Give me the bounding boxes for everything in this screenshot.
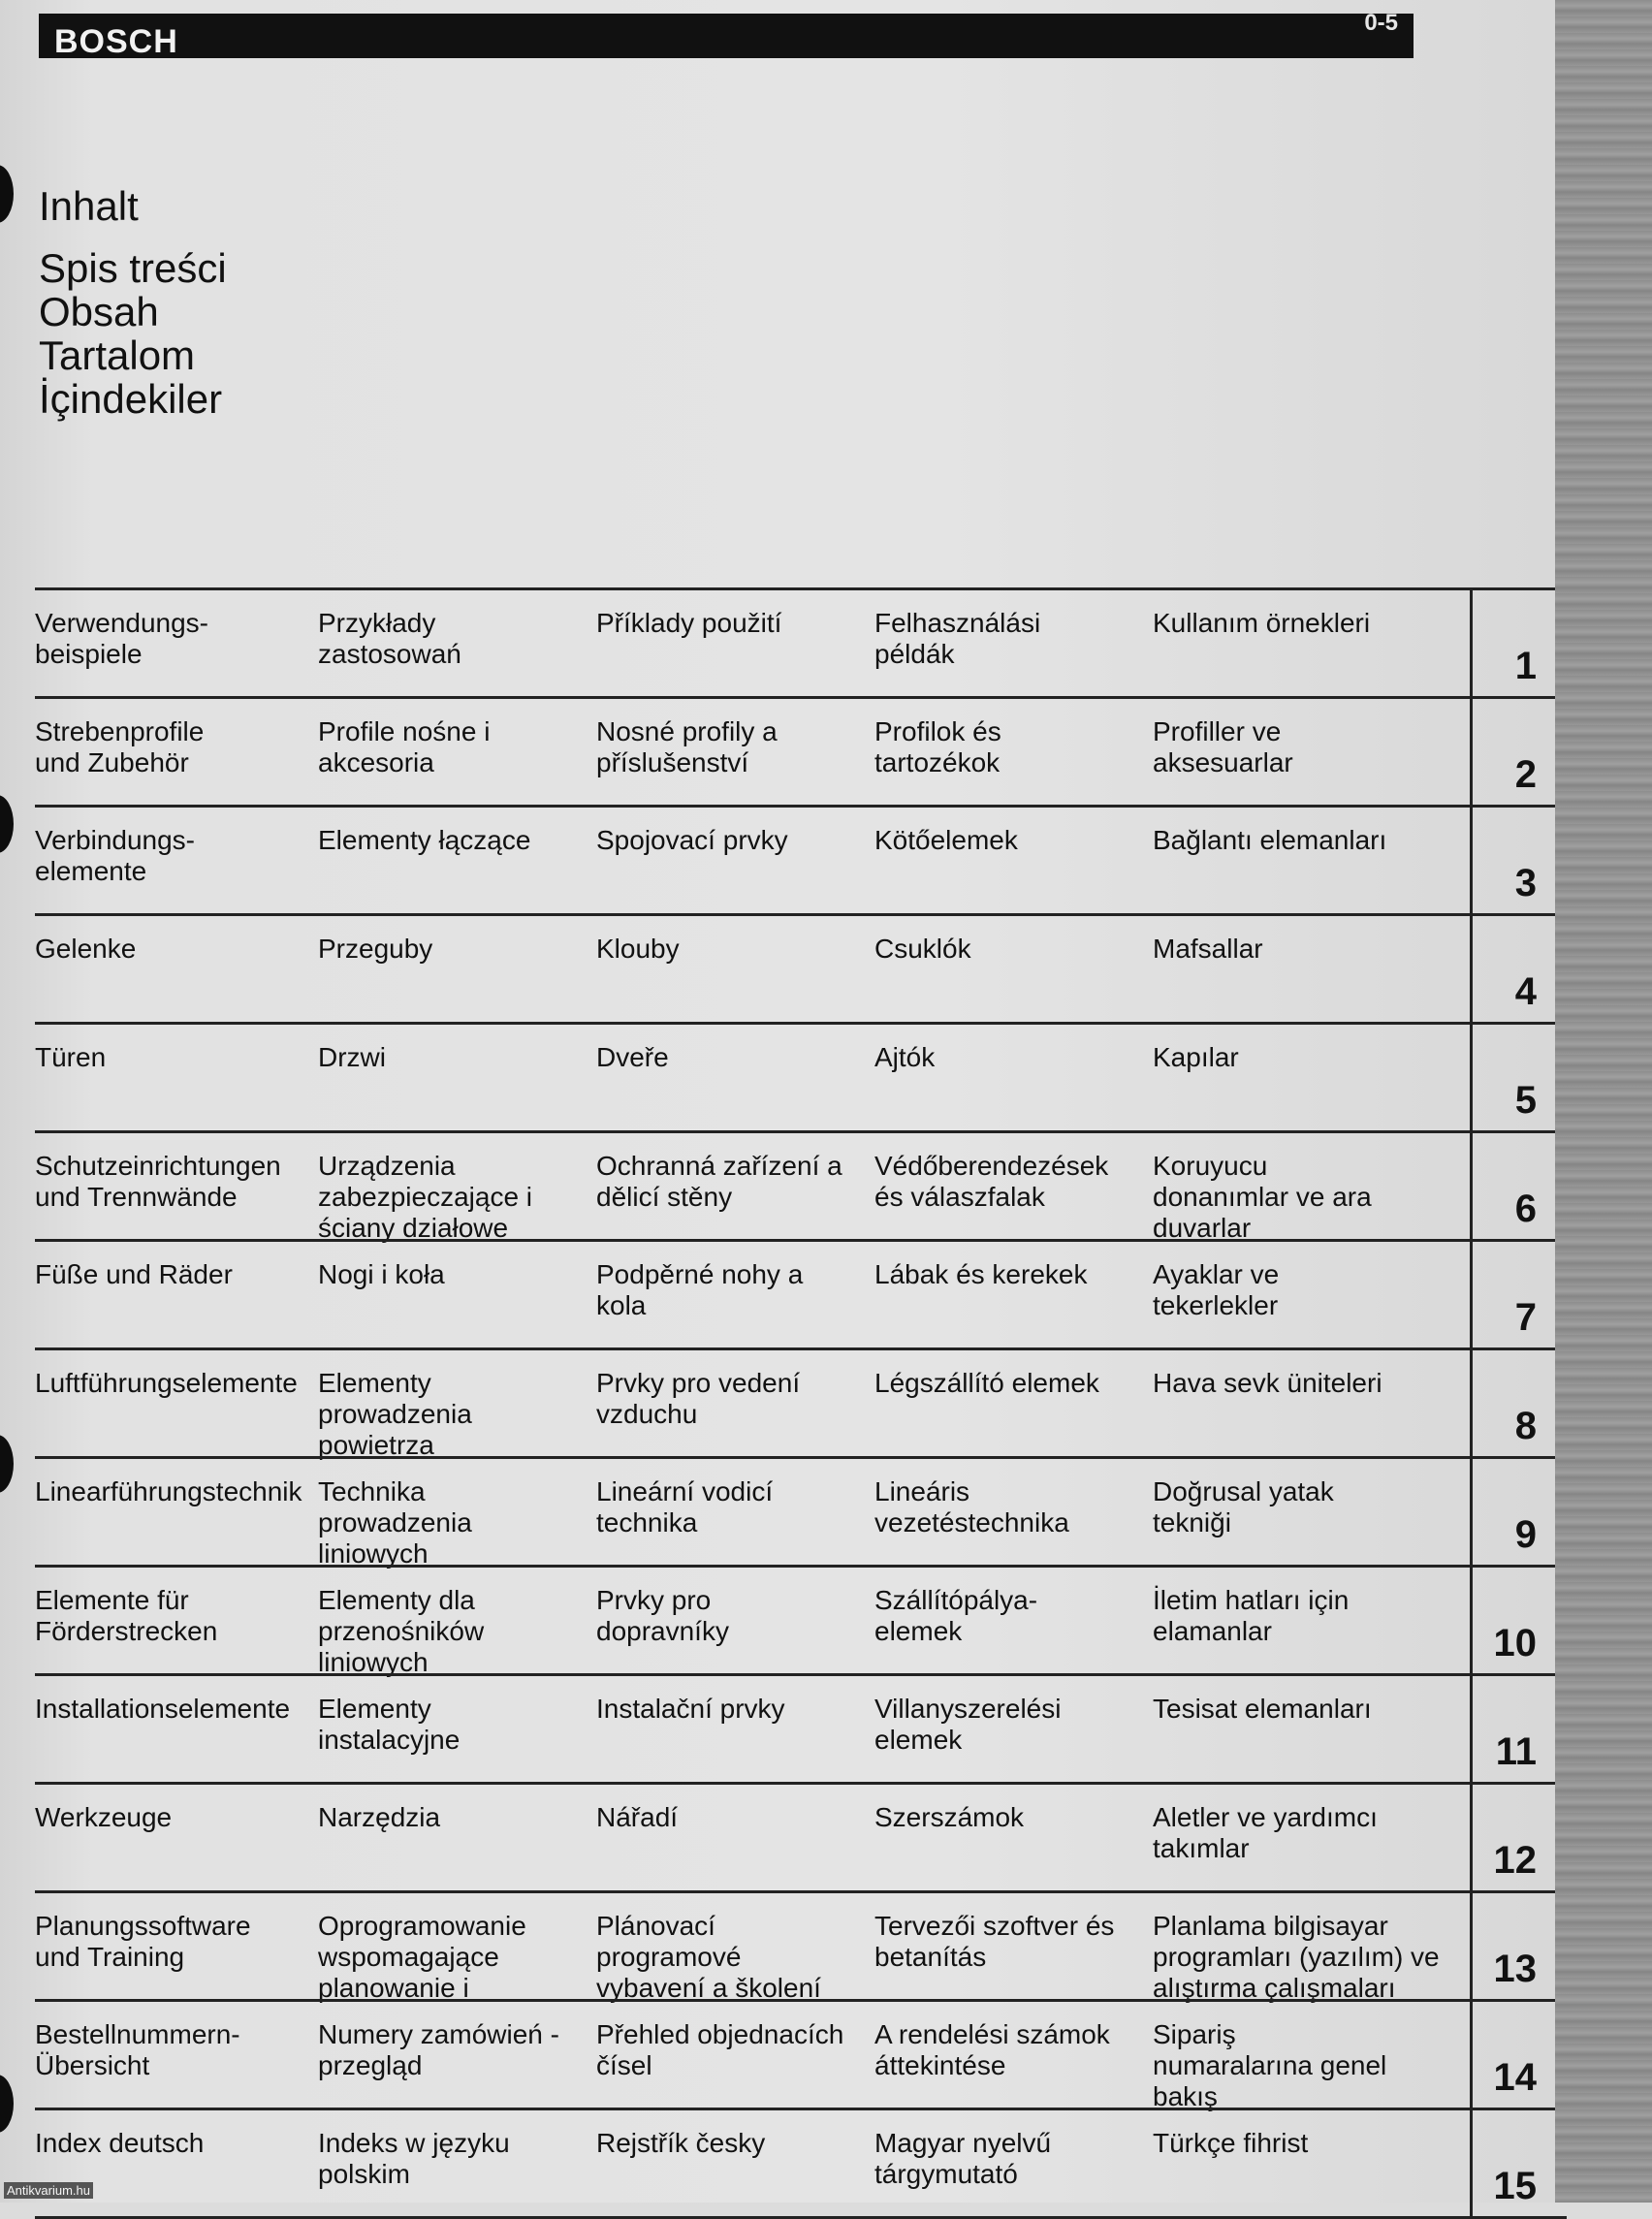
toc-entry-german: Werkzeuge — [35, 1802, 173, 1832]
toc-entry-polish: Profile nośne i akcesoria — [318, 716, 491, 777]
toc-entry-turkish: Hava sevk üniteleri — [1153, 1368, 1382, 1398]
chapter-number: 3 — [1514, 862, 1537, 904]
toc-entry-polish: Narzędzia — [318, 1802, 441, 1832]
toc-row — [35, 1239, 1567, 1347]
toc-entry-turkish: İletim hatları için elamanlar — [1153, 1585, 1350, 1646]
toc-entry-czech: Prvky pro dopravníky — [596, 1585, 729, 1646]
toc-row — [35, 1890, 1567, 2003]
toc-entry-german: Linearführungstechnik — [35, 1476, 302, 1506]
toc-entry-turkish: Aletler ve yardımcı takımlar — [1153, 1802, 1378, 1863]
table-of-contents — [35, 587, 1567, 2219]
toc-entry-german: Strebenprofile und Zubehör — [35, 716, 205, 777]
toc-entry-hungarian: Szerszámok — [874, 1802, 1025, 1832]
page-number: 0-5 — [1364, 10, 1398, 36]
toc-entry-german: Schutzeinrichtungen und Trennwände — [35, 1151, 281, 1212]
toc-entry-czech: Lineární vodicí technika — [596, 1476, 774, 1537]
toc-entry-hungarian: Szállítópálya- elemek — [874, 1585, 1038, 1646]
binder-hole — [0, 1435, 14, 1493]
toc-entry-polish: Drzwi — [318, 1042, 386, 1072]
toc-entry-hungarian: Lábak és kerekek — [874, 1259, 1088, 1289]
toc-entry-turkish: Planlama bilgisayar programları (yazılım) ve alıştırma çalışmaları — [1153, 1911, 1440, 2003]
toc-entry-hungarian: Magyar nyelvű tárgymutató — [874, 2128, 1052, 2189]
toc-entry-german: Füße und Räder — [35, 1259, 233, 1289]
toc-entry-hungarian: Légszállító elemek — [874, 1368, 1099, 1398]
toc-entry-polish: Przykłady zastosowań — [318, 608, 461, 669]
toc-entry-polish: Indeks w języku polskim — [318, 2128, 510, 2189]
toc-entry-turkish: Profiller ve aksesuarlar — [1153, 716, 1293, 777]
toc-entry-turkish: Koruyucu donanımlar ve ara duvarlar — [1153, 1151, 1372, 1243]
toc-entry-turkish: Doğrusal yatak tekniği — [1153, 1476, 1334, 1537]
toc-row — [35, 1782, 1567, 1890]
brand-logo: BOSCH — [54, 23, 178, 60]
toc-entry-turkish: Mafsallar — [1153, 934, 1263, 964]
toc-entry-czech: Prvky pro vedení vzduchu — [596, 1368, 801, 1429]
toc-entry-hungarian: Csuklók — [874, 934, 971, 964]
toc-row — [35, 1130, 1567, 1243]
watermark: Antikvarium.hu — [4, 2182, 93, 2199]
chapter-number: 5 — [1514, 1079, 1537, 1122]
chapter-number: 10 — [1493, 1622, 1537, 1664]
toc-entry-czech: Rejstřík česky — [596, 2128, 766, 2158]
toc-entry-turkish: Tesisat elemanları — [1153, 1694, 1372, 1724]
toc-row — [35, 1456, 1567, 1569]
toc-entry-hungarian: Lineáris vezetéstechnika — [874, 1476, 1069, 1537]
toc-entry-czech: Instalační prvky — [596, 1694, 785, 1724]
chapter-number: 4 — [1514, 970, 1537, 1013]
toc-entry-turkish: Kullanım örnekleri — [1153, 608, 1371, 638]
chapter-number: 11 — [1495, 1730, 1537, 1773]
toc-entry-german: Planungssoftware und Training — [35, 1911, 251, 1972]
chapter-number: 6 — [1514, 1188, 1537, 1230]
title-polish: Spis treści — [39, 245, 227, 291]
toc-entry-german: Index deutsch — [35, 2128, 205, 2158]
toc-entry-polish: Elementy łączące — [318, 825, 531, 855]
page-title: Inhalt — [39, 183, 139, 229]
toc-row — [35, 1565, 1567, 1677]
toc-entry-german: Installationselemente — [35, 1694, 291, 1724]
toc-entry-polish: Nogi i koła — [318, 1259, 445, 1289]
toc-entry-hungarian: Villanyszerelési elemek — [874, 1694, 1062, 1755]
toc-entry-turkish: Türkçe fihrist — [1153, 2128, 1309, 2158]
header-bar — [39, 10, 1414, 60]
toc-row — [35, 1347, 1567, 1460]
toc-entry-german: Elemente für Förderstrecken — [35, 1585, 218, 1646]
toc-row — [35, 696, 1567, 805]
title-block — [39, 182, 227, 421]
toc-entry-czech: Podpěrné nohy a kola — [596, 1259, 804, 1320]
toc-entry-hungarian: Profilok és tartozékok — [874, 716, 1001, 777]
toc-entry-hungarian: Tervezői szoftver és betanítás — [874, 1911, 1115, 1972]
title-turkish: İçindekiler — [39, 376, 223, 422]
toc-row — [35, 913, 1567, 1022]
toc-entry-turkish: Bağlantı elemanları — [1153, 825, 1387, 855]
chapter-number: 13 — [1493, 1948, 1537, 1990]
toc-entry-czech: Plánovací programové vybavení a školení — [596, 1911, 821, 2003]
toc-entry-polish: Przeguby — [318, 934, 433, 964]
toc-entry-german: Verwendungs- beispiele — [35, 608, 209, 669]
toc-entry-turkish: Sipariş numaralarına genel bakış — [1153, 2019, 1387, 2111]
toc-entry-polish: Numery zamówień - przegląd — [318, 2019, 559, 2080]
chapter-number: 14 — [1493, 2056, 1537, 2099]
toc-entry-czech: Spojovací prvky — [596, 825, 788, 855]
toc-entry-czech: Klouby — [596, 934, 680, 964]
toc-entry-polish: Technika prowadzenia liniowych — [318, 1476, 472, 1569]
toc-entry-czech: Nosné profily a příslušenství — [596, 716, 778, 777]
toc-entry-turkish: Kapılar — [1153, 1042, 1239, 1072]
toc-entry-hungarian: Ajtók — [874, 1042, 936, 1072]
toc-entry-polish: Elementy instalacyjne — [318, 1694, 461, 1755]
toc-entry-polish: Oprogramowanie wspomagające planowanie i — [318, 1911, 526, 2003]
toc-entry-hungarian: Felhasználási példák — [874, 608, 1041, 669]
chapter-number: 1 — [1514, 645, 1537, 687]
chapter-number: 15 — [1493, 2165, 1537, 2207]
binder-hole — [0, 795, 14, 853]
toc-row — [35, 1673, 1567, 1782]
toc-entry-polish: Elementy dla przenośników liniowych — [318, 1585, 485, 1677]
title-czech: Obsah — [39, 289, 159, 334]
toc-entry-czech: Dveře — [596, 1042, 669, 1072]
toc-entry-czech: Nářadí — [596, 1802, 679, 1832]
title-hungarian: Tartalom — [39, 333, 196, 378]
chapter-number: 2 — [1514, 753, 1537, 796]
toc-row — [35, 587, 1567, 696]
chapter-number: 9 — [1514, 1513, 1537, 1556]
toc-entry-german: Gelenke — [35, 934, 137, 964]
page-stack-edge — [1555, 0, 1652, 2203]
toc-row — [35, 1022, 1567, 1130]
toc-entry-hungarian: A rendelési számok áttekintése — [874, 2019, 1110, 2080]
toc-entry-czech: Přehled objednacích čísel — [596, 2019, 844, 2080]
binder-hole — [0, 165, 14, 223]
toc-entry-german: Verbindungs- elemente — [35, 825, 196, 886]
toc-entry-czech: Příklady použití — [596, 608, 782, 638]
chapter-number: 12 — [1493, 1839, 1537, 1882]
toc-entry-polish: Urządzenia zabezpieczające i ściany działowe — [318, 1151, 533, 1243]
chapter-number: 7 — [1514, 1296, 1537, 1339]
toc-entry-german: Türen — [35, 1042, 107, 1072]
toc-entry-german: Bestellnummern- Übersicht — [35, 2019, 240, 2080]
chapter-number: 8 — [1514, 1405, 1537, 1447]
toc-entry-german: Luftführungselemente — [35, 1368, 298, 1398]
toc-row — [35, 805, 1567, 913]
toc-entry-czech: Ochranná zařízení a dělicí stěny — [596, 1151, 842, 1212]
binder-hole — [0, 2075, 14, 2133]
toc-entry-turkish: Ayaklar ve tekerlekler — [1153, 1259, 1280, 1320]
toc-entry-polish: Elementy prowadzenia powietrza — [318, 1368, 472, 1460]
toc-row — [35, 1999, 1567, 2111]
toc-entry-hungarian: Védőberendezések és válaszfalak — [874, 1151, 1109, 1212]
toc-entry-hungarian: Kötőelemek — [874, 825, 1018, 855]
